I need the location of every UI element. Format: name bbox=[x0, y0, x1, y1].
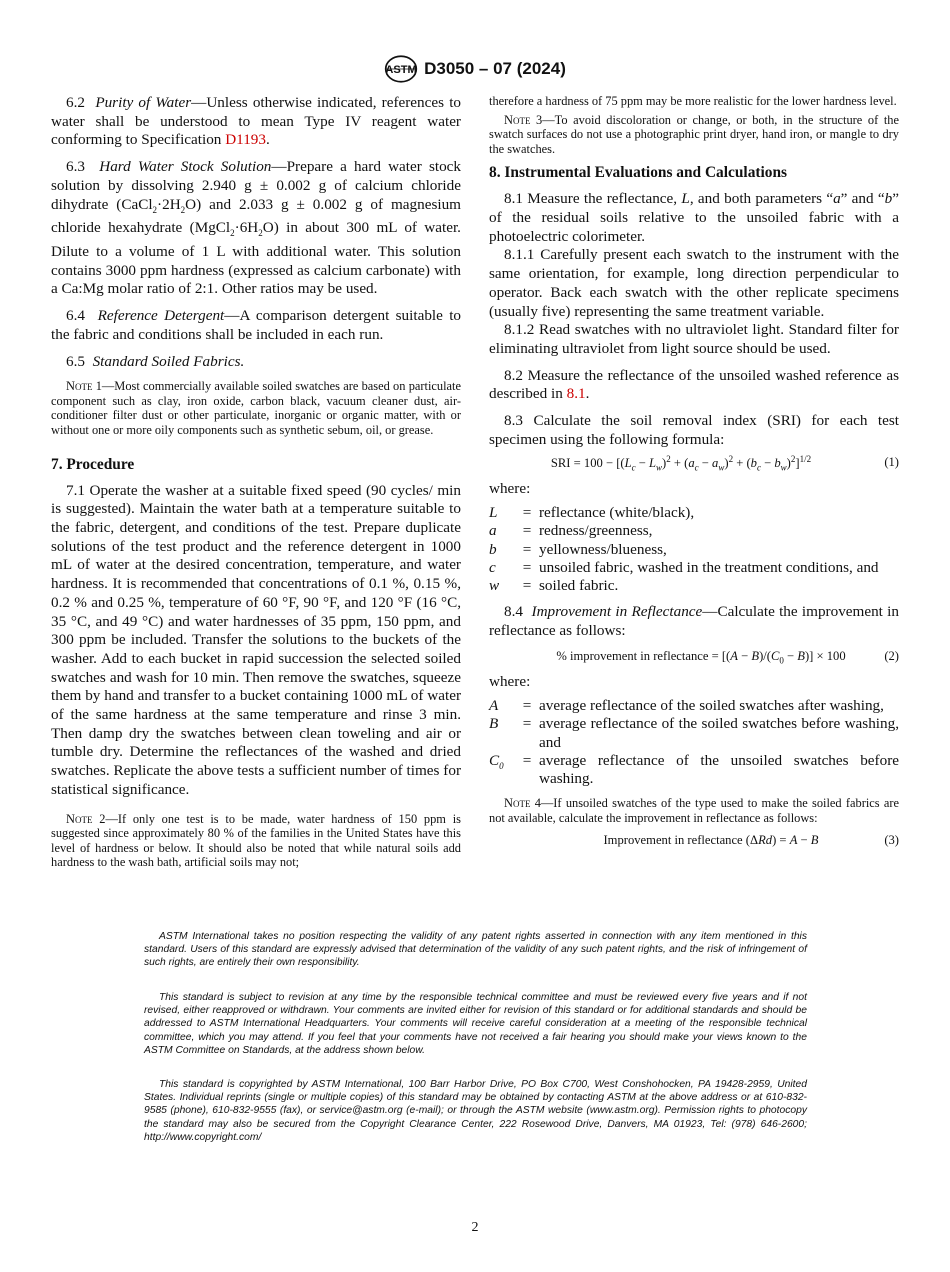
definition-row: c = unsoiled fabric, washed in the treatment conditions, and bbox=[489, 558, 879, 576]
section-8-2: 8.2 Measure the reflectance of the unsoiled washed reference as described in 8.1. bbox=[489, 366, 899, 403]
section-6-2: 6.2 Purity of Water—Unless otherwise indicated, references to water shall be understood to mean Type IV reagent water conforming to Specification D1193. bbox=[51, 94, 462, 149]
definition-row: B = average reflectance of the soiled swatches before washing, and bbox=[489, 715, 899, 751]
heading-instrumental: 8. Instrumental Evaluations and Calculations bbox=[489, 164, 788, 182]
equation-2: % improvement in reflectance = $[(A - B)/(C_0 - B)] \times 100$ (2) bbox=[556, 648, 899, 666]
page-number: 2 bbox=[471, 1220, 479, 1235]
section-6-4: 6.4 Reference Detergent—A comparison detergent suitable to the fabric and conditions shall be included in each run. bbox=[51, 307, 462, 343]
section-8-1-2: 8.1.2 Read swatches with no ultraviolet light. Standard filter for eliminating ultraviolet from light source should be used. bbox=[489, 321, 899, 357]
definition-row: a = redness/greenness, bbox=[489, 522, 653, 540]
footer-copyright-notice: This standard is copyrighted by ASTM International, 100 Barr Harbor Drive, PO Box C700, West Conshohocken, PA 19428-2959, United States. Individual reprints (single or multiple copies) of this standard may be obtained by contacting ASTM at the above address or at 610-832-9585 (phone), 610-832-9555 (fax), or service@astm.org (e-mail); or through the ASTM website (www.astm.org). Permission rights to photocopy the standard may also be secured from the Copyright Clearance Center, 222 Rosewood Drive, Danvers, MA 01923, Tel: (978) 646-2600; http://www.copyright.com/ bbox=[144, 1079, 807, 1143]
svg-text:ASTM: ASTM bbox=[385, 64, 417, 77]
left-column bbox=[51, 94, 461, 878]
note-1: Note 1—Most commercially available soiled swatches are based on particulate component such as clay, iron oxide, carbon black, vacuum cleaner dust, air-conditioner filter dust or other particulate, inorganic or organic matter, with or without one or more oily components such as synthetic sebum, oil, or grease. bbox=[51, 379, 461, 437]
footer-patent-notice: ASTM International takes no position respecting the validity of any patent rights asserted in connection with any item mentioned in this standard. Users of this standard are expressly advised that determination of the validity of any such patent rights, and the risk of infringement of such rights, are entirely their own responsibility. bbox=[144, 931, 807, 969]
section-6-3: 6.3 Hard Water Stock Solution—Prepare a hard water stock solution by dissolving 2.940 g ± 0.002 g of calcium chloride dihydrate $(CaCl_2\cdot 2H_2O)$ and 2.033 g ± 0.002 g of magnesium chloride hexahydrate $(MgCl_2\cdot 6H_2O)$ in about 300 mL of water. Dilute to a volume of 1 L with additional water. This solution contains 3000 ppm hardness (expressed as calcium carbonate) with a Ca:Mg molar ratio of 2:1. Other ratios may be used. bbox=[51, 158, 461, 298]
section-8-4: 8.4 Improvement in Reflectance—Calculate the improvement in reflectance as follows: bbox=[489, 603, 899, 639]
heading-procedure: 7. Procedure bbox=[51, 455, 135, 473]
equation-3: Improvement in reflectance (ΔRd) = A − B (3) bbox=[603, 833, 899, 848]
note-2: Note 2—If only one test is to be made, water hardness of 150 ppm is suggested since approximately 80 % of the families in the United States have this level of hardness or below. It should also be noted that while natural soils add hardness to the wash bath, artificial soils may not; bbox=[51, 811, 461, 870]
definition-row: $C_0$ = average reflectance of the unsoiled swatches before washing. bbox=[489, 751, 899, 787]
note-4: Note 4—If unsoiled swatches of the type used to make the soiled fabrics are not available, calculate the improvement in reflectance as follows: bbox=[489, 796, 899, 825]
section-8-3: 8.3 Calculate the soil removal index (SRI) for each test specimen using the following formula: bbox=[489, 412, 899, 448]
where-label-2: where: bbox=[489, 673, 531, 691]
definition-row: b = yellowness/blueness, bbox=[489, 540, 667, 558]
definitions-1 bbox=[489, 504, 899, 595]
definition-row: w = soiled fabric. bbox=[489, 577, 619, 595]
where-label-1: where: bbox=[489, 480, 531, 498]
definition-row: L = reflectance (white/black), bbox=[489, 504, 695, 522]
section-7-1: 7.1 Operate the washer at a suitable fixed speed (90 cycles/ min is suggested). Maintain the water bath at a temperature suitable to the fabric, detergent, and conditions of the test. Prepare duplicate solutions of the test product and the reference detergent in 1000 mL of water at the desired concentration, temperature, and water hardness. It is recommended that concentrations of 0.1 %, 0.15 %, 0.2 % and 0.25 %, temperature of 60 °F, 90 °F, and 120 °F (16 °C, 35 °C, and 49 °C) and water hardnesses of 35 ppm, 150 ppm, and 300 ppm be included. Transfer the solutions to the buckets of the washer. Add to each bucket in rapid succession the selected soiled swatches and wash for 10 min. Then remove the swatches, squeeze them by hand and transfer to a bucket containing 1000 mL of water of the same hardness at the same temperature and rinse 3 min. Then damp dry the swatches between clean toweling and air or tumble dry. Determine the reflectances of the washed and dried swatches. Replicate the above tests a sufficient number of times for statistical significance. bbox=[51, 481, 461, 798]
document-id: D3050 – 07 (2024) bbox=[424, 59, 566, 78]
definitions-2 bbox=[489, 697, 899, 788]
equation-1: SRI = $100 - [(L_c - L_w)^2 + (a_c - a_w)^2 + (b_c - b_w)^2]^{1/2}$ (1) bbox=[550, 453, 899, 473]
right-column bbox=[489, 94, 899, 856]
note-3: Note 3—To avoid discoloration or change, or both, in the structure of the swatch surfaces do not use a photographic print dryer, hand iron, or mangle to dry the swatches. bbox=[489, 112, 899, 156]
astm-logo-icon bbox=[384, 54, 418, 84]
section-8-1: 8.1 Measure the reflectance, L, and both parameters “a” and “b” of the residual soils relative to the unsoiled fabric with a photoelectric colorimeter. bbox=[489, 190, 899, 245]
page-header bbox=[0, 54, 950, 89]
section-6-5: 6.5 Standard Soiled Fabrics. bbox=[66, 352, 245, 370]
section-8-1-link[interactable]: 8.1 bbox=[566, 385, 586, 403]
footer-revision-notice: This standard is subject to revision at any time by the responsible technical committee and must be reviewed every five years and if not revised, either reapproved or withdrawn. Your comments are invited either for revision of this standard or for additional standards and should be addressed to ASTM International Headquarters. Your comments will receive careful consideration at a meeting of the responsible technical committee, which you may attend. If you feel that your comments have not received a fair hearing you should make your views known to the ASTM Committee on Standards, at the address shown below. bbox=[144, 992, 807, 1056]
note-2-continued: therefore a hardness of 75 ppm may be more realistic for the lower hardness level. bbox=[489, 94, 897, 108]
d1193-link[interactable]: D1193 bbox=[225, 131, 266, 149]
section-8-1-1: 8.1.1 Carefully present each swatch to the instrument with the same orientation, for example, long direction perpendicular to operator. Back each swatch with the other replicate specimens (usually five) representing the same treatment variable. bbox=[489, 246, 899, 320]
definition-row: A = average reflectance of the soiled swatches after washing, bbox=[489, 697, 884, 715]
